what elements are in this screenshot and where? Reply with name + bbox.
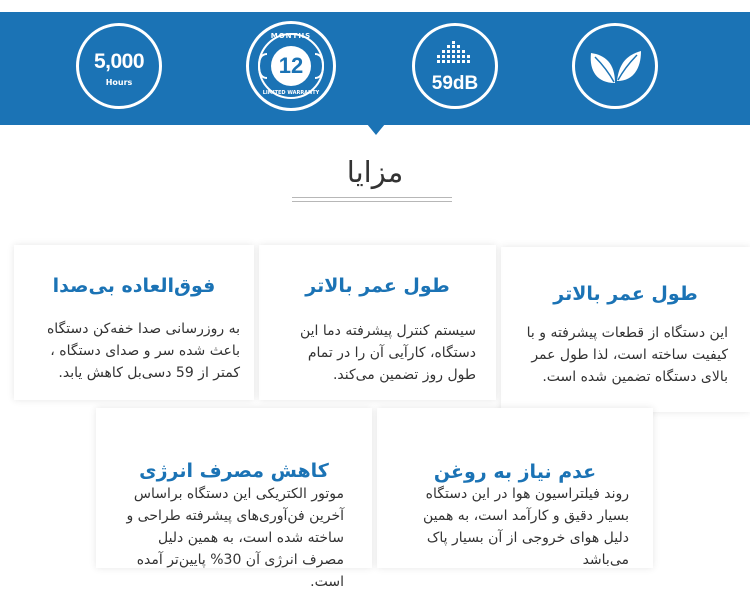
warranty-bottom-text: LIMITED WARRANTY — [262, 90, 320, 96]
title-underline-2 — [292, 201, 452, 202]
section-title: مزایا — [346, 155, 404, 189]
feature-card-silent — [14, 245, 254, 400]
feature-card-body: روند فیلتراسیون هوا در این دستگاه بسیار دقیق و کارآمد است، به همین دلیل هوای خروجی از آن بسیار پاک می‌باشد — [422, 486, 629, 568]
feature-card-energy — [96, 408, 372, 590]
leaves-icon — [587, 47, 643, 87]
feature-card-oil-free — [377, 408, 653, 568]
feature-card-body: به روزرسانی صدا خفه‌کن دستگاه باعث شده سر و صدای دستگاه ، کمتر از 59 دسی‌بل کاهش یابد. — [46, 321, 240, 381]
feature-card-title: فوق‌العاده بی‌صدا — [52, 275, 216, 297]
banner-pointer — [367, 124, 385, 135]
warranty-badge — [246, 21, 336, 111]
feature-card-body: این دستگاه از قطعات پیشرفته و با کیفیت ساخته است، لذا طول عمر بالای دستگاه تضمین شده است. — [526, 325, 728, 385]
feature-card-lifespan — [501, 247, 750, 412]
hours-label: Hours — [105, 78, 133, 87]
feature-card-temperature — [259, 245, 496, 400]
feature-card-title: کاهش مصرف انرژی — [139, 460, 329, 482]
feature-card-body: موتور الکتریکی این دستگاه براساس آخرین فن‌آوری‌های پیشرفته طراحی و ساخته شده است، به همین دلیل مصرف انرژی آن 30% پایین‌تر آمده است. — [126, 486, 344, 590]
eco-badge — [572, 23, 658, 109]
title-underline — [292, 197, 452, 198]
hours-value: 5,000 — [93, 50, 145, 73]
warranty-top-text: MONTHS — [270, 32, 312, 40]
equalizer-icon — [435, 41, 475, 69]
feature-card-body: سیستم کنترل پیشرفته دما این دستگاه، کارآیی آن را در تمام طول روز تضمین می‌کند. — [300, 323, 476, 383]
feature-card-title: طول عمر بالاتر — [305, 275, 450, 297]
noise-badge — [412, 23, 498, 109]
feature-card-title: طول عمر بالاتر — [553, 283, 698, 305]
hours-badge — [76, 23, 162, 109]
noise-value: 59dB — [431, 73, 479, 94]
feature-card-title: عدم نیاز به روغن — [433, 461, 597, 483]
warranty-months: 12 — [271, 46, 311, 86]
